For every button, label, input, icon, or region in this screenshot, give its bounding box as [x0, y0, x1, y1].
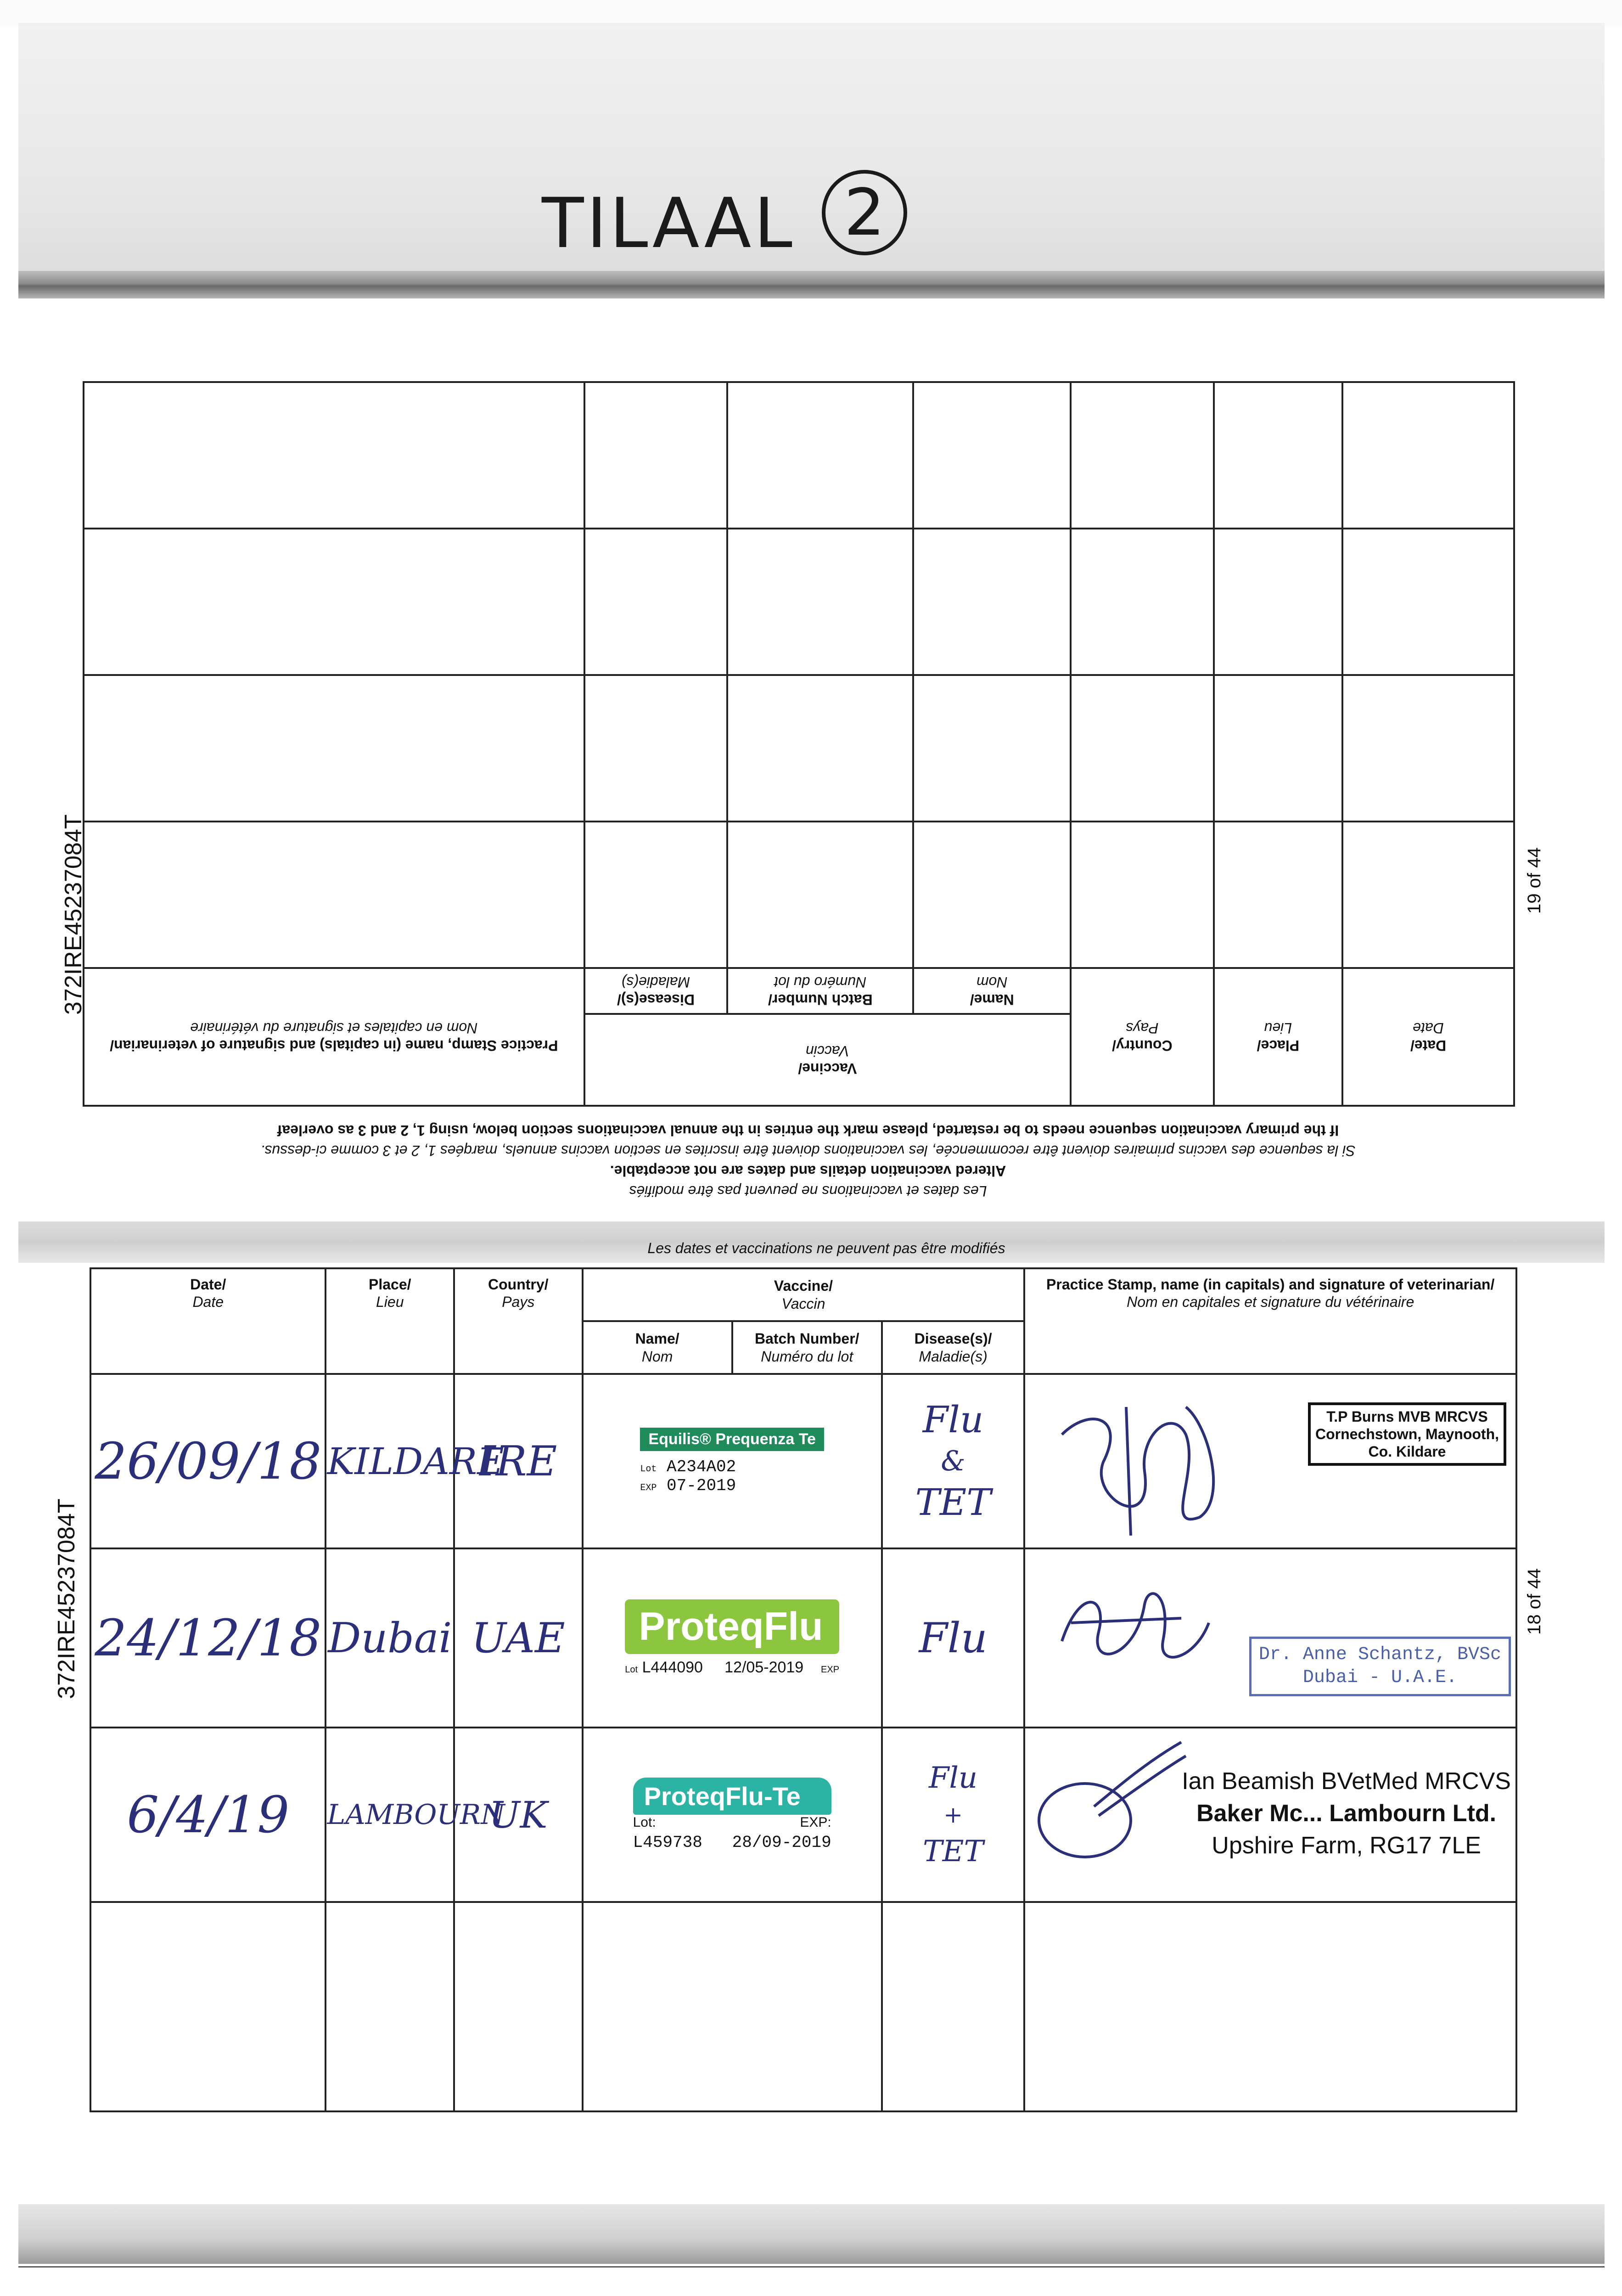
upper-header-date: Date/ Date [1342, 968, 1514, 1106]
upper-header-place: Place/ Lieu [1214, 968, 1342, 1106]
expiry-date: 28/09-2019 [732, 1833, 831, 1852]
lower-header-country: Country/ Pays [454, 1268, 583, 1374]
lower-notice: Les dates et vaccinations ne peuvent pas être modifiés [647, 1240, 1005, 1256]
vaccination-row-empty [90, 1902, 1516, 2111]
vaccine-brand: ProteqFlu-Te [633, 1778, 831, 1815]
lower-header-row [90, 1268, 1516, 1321]
scan-bottom-line [18, 2266, 1605, 2268]
lot-key: Lot [625, 1665, 638, 1675]
lower-header-batch: Batch Number/ Numéro du lot [732, 1321, 882, 1374]
row-country: UK [454, 1728, 583, 1902]
lower-vaccination-page [90, 1267, 1517, 2112]
upper-header-country: Country/ Pays [1071, 968, 1214, 1106]
vaccine-sticker [640, 1428, 824, 1495]
vaccine-brand: Equilis® Prequenza Te [640, 1428, 824, 1451]
page-number-lower: 18 of 44 [1524, 1568, 1544, 1635]
vaccine-brand: ProteqFlu [625, 1599, 839, 1654]
upper-header-name: Name/ Nom [913, 968, 1071, 1014]
row-country: IRE [454, 1374, 583, 1548]
upper-header-disease: Disease(s)/ Maladie(s) [584, 968, 728, 1014]
vaccine-label-cell [583, 1548, 882, 1728]
vaccination-row [90, 1374, 1516, 1548]
vaccine-sticker [625, 1599, 839, 1677]
batch-number: A234A02 [667, 1457, 736, 1476]
upper-header-stamp: Practice Stamp, name (in capitals) and signature of veterinarian/ Nom en capitales et signature du vétérinaire [84, 968, 584, 1106]
batch-number: L459738 [633, 1833, 702, 1852]
page-number-upper: 19 of 44 [1524, 847, 1544, 914]
lower-header-stamp: Practice Stamp, name (in capitals) and signature of veterinarian/ Nom en capitales et signature du vétérinaire [1024, 1268, 1516, 1374]
vaccination-row [90, 1548, 1516, 1728]
vaccination-row [90, 1728, 1516, 1902]
row-date: 24/12/18 [90, 1548, 326, 1728]
row-place: LAMBOURN [326, 1728, 454, 1902]
lot-key: Lot: [633, 1815, 656, 1830]
notice-restart-italic: Si la sequence des vaccins primaires doivent être recommencée, les vaccinations doivent être inscrites en section vaccins annuels, marqées 1, 2 et 3 comme ci-dessus. [260, 1142, 1356, 1159]
handwritten-title: TILAAL [542, 184, 795, 264]
expiry-date: 07-2019 [667, 1476, 736, 1495]
vaccine-label-cell [583, 1374, 882, 1548]
upper-empty-row [84, 529, 1514, 675]
row-disease: Flu [882, 1548, 1025, 1728]
row-date: 26/09/18 [90, 1374, 326, 1548]
stamp-box: Dr. Anne Schantz, BVSc Dubai - U.A.E. [1249, 1637, 1511, 1696]
row-country: UAE [454, 1548, 583, 1728]
notice-altered-bold: Altered vaccination details and dates are not acceptable. [610, 1163, 1006, 1179]
lower-header-disease: Disease(s)/ Maladie(s) [882, 1321, 1025, 1374]
label-date: 12/05-2019 [724, 1659, 804, 1676]
lower-header-place: Place/ Lieu [326, 1268, 454, 1374]
vaccine-sticker [633, 1778, 831, 1852]
row-practice-stamp [1024, 1374, 1516, 1548]
upper-notice [119, 1120, 1497, 1201]
notice-restart-bold: If the primary vaccination sequence needs to be restarted, please mark the entries in the annual vaccinations section below, using 1, 2 and 3 as overleaf [277, 1122, 1339, 1139]
lower-header-name: Name/ Nom [583, 1321, 732, 1374]
exp-key: EXP [821, 1665, 840, 1675]
scanner-rail [18, 271, 1605, 298]
vet-signature-3 [1030, 1728, 1204, 1885]
lower-vaccination-table [90, 1267, 1517, 2112]
vet-signature-2 [1044, 1568, 1236, 1687]
row-date: 6/4/19 [90, 1728, 326, 1902]
notice-altered-italic: Les dates et vaccinations ne peuvent pas être modifiés [629, 1183, 987, 1199]
upper-header-vaccine: Vaccine/ Vaccin [584, 1014, 1071, 1106]
vaccine-label-cell [583, 1728, 882, 1902]
row-disease: Flu + TET [882, 1728, 1025, 1902]
stamp-box: T.P Burns MVB MRCVS Cornechstown, Maynooth, Co. Kildare [1308, 1402, 1506, 1466]
stamp-box: Ian Beamish BVetMed MRCVS Baker Mc... Lambourn Ltd. Upshire Farm, RG17 7LE [1182, 1768, 1511, 1859]
upper-header-batch: Batch Number/ Numéro du lot [727, 968, 913, 1014]
next-sheet-edge [18, 2204, 1605, 2264]
row-practice-stamp [1024, 1548, 1516, 1728]
upper-empty-row [84, 382, 1514, 529]
passport-id-upper: 372IRE45237084T [60, 814, 87, 1015]
upper-vaccination-page [83, 381, 1515, 1107]
passport-id-lower: 372IRE45237084T [53, 1498, 80, 1699]
upper-empty-row [84, 822, 1514, 968]
upper-vaccination-table [83, 381, 1515, 1107]
batch-number: L444090 [642, 1659, 703, 1676]
upper-empty-row [84, 675, 1514, 822]
exp-key: EXP [640, 1482, 657, 1493]
upper-header-row [84, 1014, 1514, 1106]
lower-header-vaccine: Vaccine/ Vaccin [583, 1268, 1025, 1321]
lower-header-date: Date/ Date [90, 1268, 326, 1374]
previous-sheet-edge [18, 23, 1605, 280]
row-practice-stamp [1024, 1728, 1516, 1902]
row-place: Dubai [326, 1548, 454, 1728]
lot-key: Lot [640, 1463, 657, 1474]
exp-key: EXP: [800, 1815, 831, 1830]
vet-signature-1 [1034, 1379, 1273, 1545]
row-place: KILDARE [326, 1374, 454, 1548]
row-disease: Flu & TET [882, 1374, 1025, 1548]
circled-number: 2 [822, 170, 907, 255]
